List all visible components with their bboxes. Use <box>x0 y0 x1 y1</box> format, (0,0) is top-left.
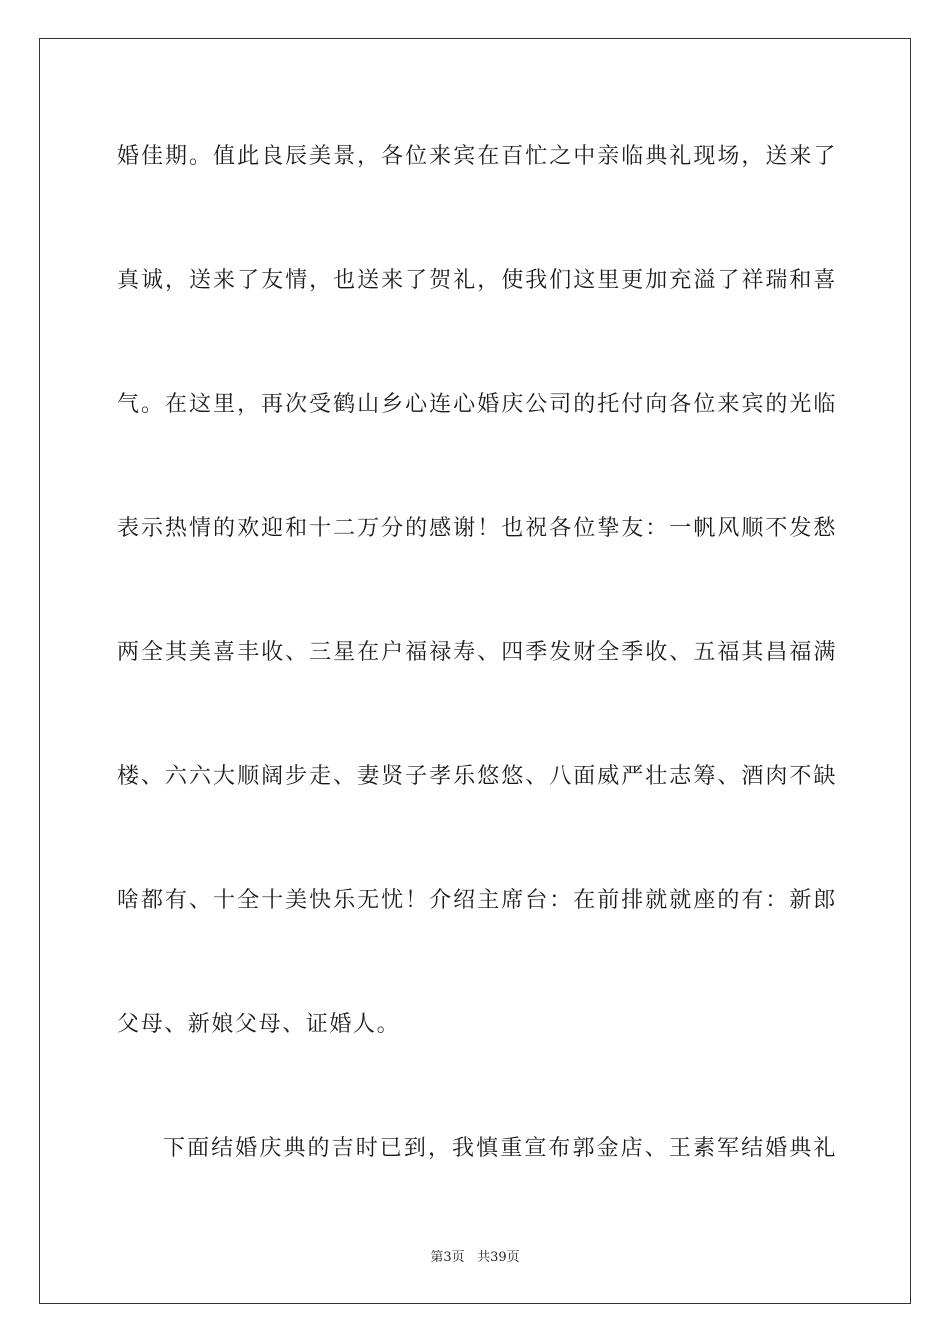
page-total: 共39页 <box>477 1250 520 1265</box>
text-line-1: 婚佳期。值此良辰美景，各位来宾在百忙之中亲临典礼现场，送来了 <box>117 144 837 169</box>
page-footer <box>0 1246 950 1265</box>
paragraph-2-line-1: 下面结婚庆典的吉时已到，我慎重宣布郭金店、王素军结婚典礼 <box>163 1136 837 1161</box>
body-text <box>117 126 837 1242</box>
page-number: 第3页 <box>430 1250 465 1265</box>
text-line-4: 表示热情的欢迎和十二万分的感谢！也祝各位挚友：一帆风顺不发愁 <box>117 516 837 541</box>
text-line-6: 楼、六六大顺阔步走、妻贤子孝乐悠悠、八面威严壮志筹、酒肉不缺 <box>117 764 837 789</box>
text-line-2: 真诚，送来了友情，也送来了贺礼，使我们这里更加充溢了祥瑞和喜 <box>117 268 837 293</box>
text-line-5: 两全其美喜丰收、三星在户福禄寿、四季发财全季收、五福其昌福满 <box>117 640 837 665</box>
text-line-7: 啥都有、十全十美快乐无忧！介绍主席台：在前排就就座的有：新郎 <box>117 888 837 913</box>
text-line-3: 气。在这里，再次受鹤山乡心连心婚庆公司的托付向各位来宾的光临 <box>117 392 837 417</box>
text-line-8: 父母、新娘父母、证婚人。 <box>117 1012 401 1037</box>
